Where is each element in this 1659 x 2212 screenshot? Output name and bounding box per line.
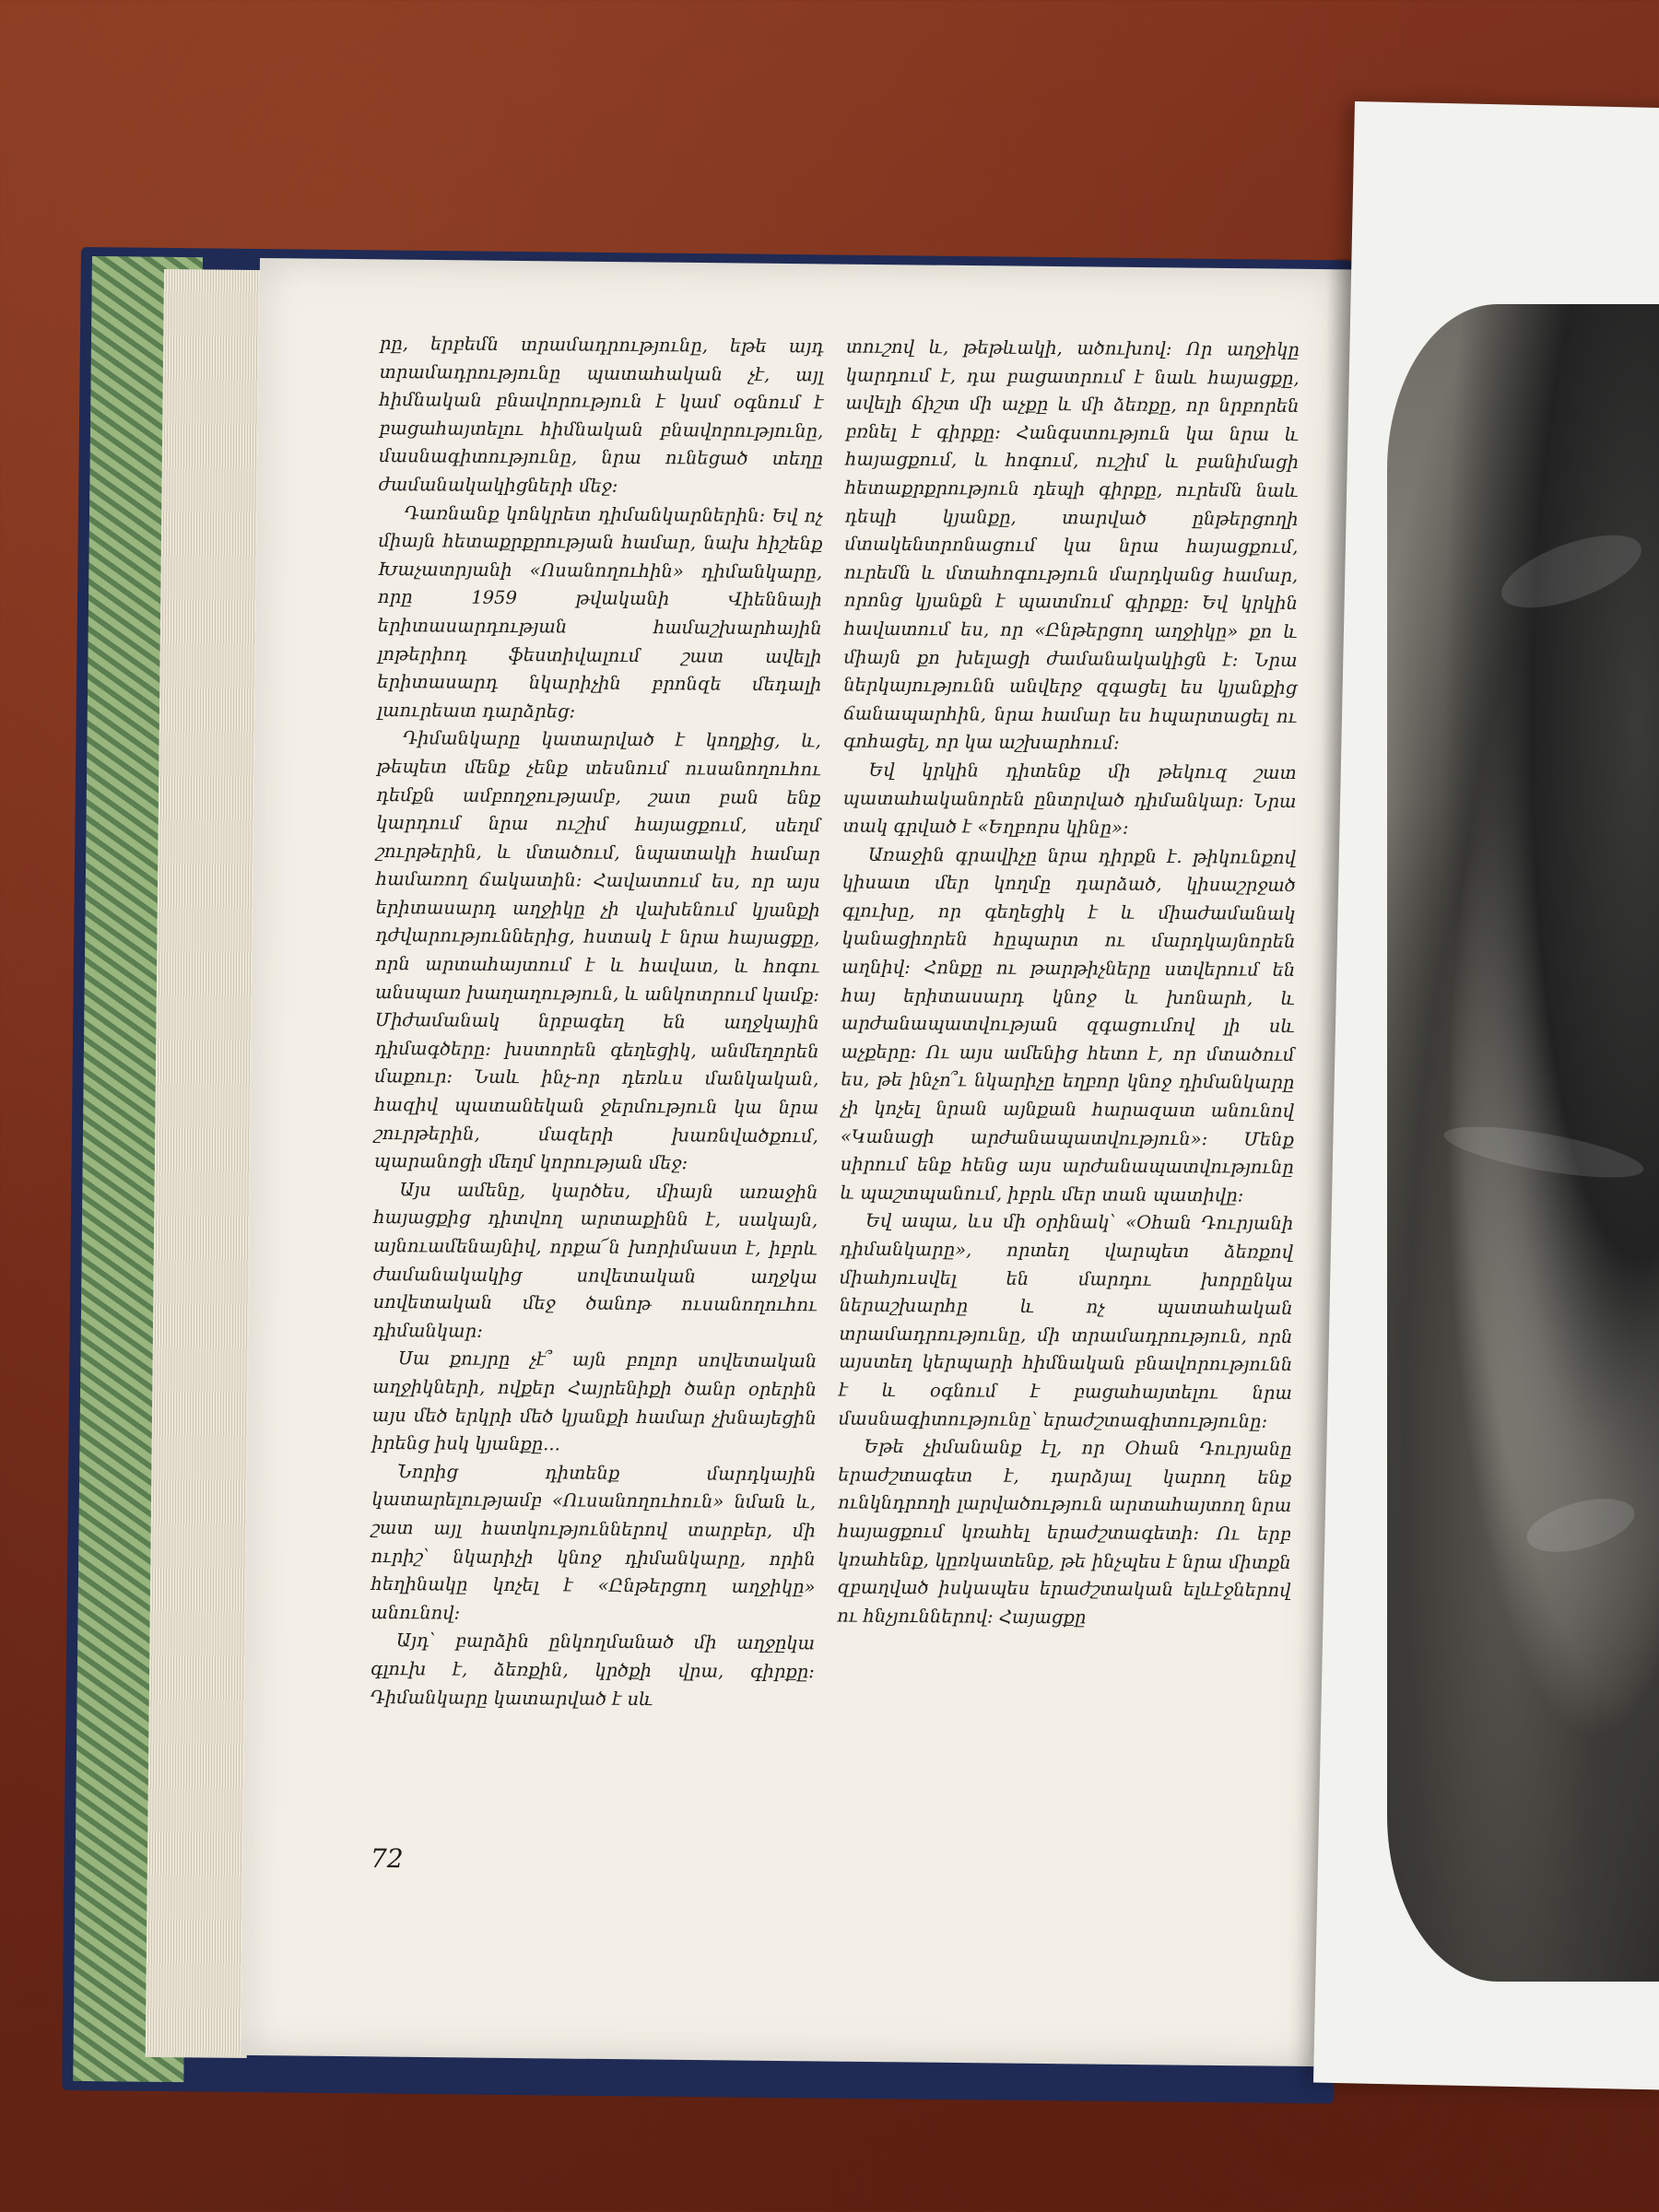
page-number: 72: [370, 1842, 404, 1875]
portrait-photo: [1387, 304, 1659, 1982]
paragraph: Եթե չիմանանք էլ, որ Օհան Դուրյանը երաժշտագետ է, դարձյալ կարող ենք ունկնդրողի լարվածություն արտահայտող նրա հայացքում կռահել երաժշտագետի։ Ու երբ կռահենք, կըռկատենք, թե ինչպես է նրա միտքն զբաղված իսկապես երաժշտական ելևէջներով ու հնչյուններով։ Հայացքը: [837, 1435, 1292, 1629]
paragraph: Այդ՝ բարձին ընկողմանած մի աղջըկա գլուխ է, ձեռքին, կրծքի վրա, գիրքը։ Դիմանկարը կատարված է սև: [370, 1630, 816, 1710]
paragraph: Առաջին գրավիչը նրա դիրքն է. թիկունքով կիսատ մեր կողմը դարձած, կիսաշրջած գլուխը, որ գեղեցիկ է և միաժամանակ կանացիորեն հըպարտ ու մարդկայնորեն աղնիվ։ Հոնքը ու թարթիչները ստվերում են հայ երիտասարդ կնոջ և խոնարհ, և արժանապատվության զգացումով լի սև աչքերը։ Ու այս ամենից հետո է, որ մտածում ես, թե ինչո՞ւ նկարիչը եղբոր կնոջ դիմանկարը չի կոչել նրան այնքան հարազատ անունով «Կանացի արժանապատվություն»։ Մենք սիրում ենք հենց այս արժանապատվությունը և պաշտպանում, իբրև մեր տան պատիվը։: [840, 843, 1297, 1206]
paragraph: Դիմանկարը կատարված է կողքից, և, թեպետ մենք չենք տեսնում ուսանողուհու դեմքն ամբողջությամբ, շատ բան ենք կարդում նրա ուշիմ հայացքում, սեղմ շուրթերին, և մտածում, նպատակի համար համառող ճակատին։ Հավատում ես, որ այս երիտասարդ աղջիկը չի վախենում կյանքի դժվարություններից, հստակ է նրա հայացքը, որն արտահայտում է և հավատ, և հոգու անսպառ խաղաղություն, և անկոտրում կամք։ Միժամանակ նրբագեղ են աղջկային դիմագծերը։ խստորեն գեղեցիկ, անմեղորեն մաքուր։ Նաև ինչ-որ դեռևս մանկական, հազիվ պատանեկան ջերմություն կա նրա շուրթերին, մազերի խառնվածքում, պարանոցի մեղմ կորության մեջ։: [373, 727, 821, 1174]
right-column: [837, 334, 1300, 1634]
paragraph: տուշով և, թեթևակի, ածուխով։ Որ աղջիկը կարդում է, դա բացատրում է նաև հայացքը, ավելի ճիշտ մի աչքը և մի ձեռքը, որ նրբորեն բռնել է գիրքը։ Հանգստություն կա նրա և հայացքում, և հոգում, ուշիմ և բանիմացի հետաքրքրություն դեպի գիրքը, ուրեմն նաև դեպի կյանքը, տարված ընթերցողի մտակենտրոնացում կա նրա հայացքում, ուրեմն և մտահոգություն մարդկանց համար, որոնց կյանքն է պատմում գիրքը։ Եվ կրկին հավատում ես, որ «Ընթերցող աղջիկը» քո և միայն քո խելացի ժամանակակիցն է։ Նրա ներկայությունն անվերջ զգացել ես կյանքից ճանապարհին, նրա համար ես հպարտացել ու գոհացել, որ կա աշխարհում։: [842, 335, 1300, 754]
paragraph: Դառնանք կոնկրետ դիմանկարներին։ Եվ ոչ միայն հետաքրքրության համար, նախ հիշենք Խաչատրյանի «Ոսանողուհին» դիմանկարը, որը 1959 թվականի Վիեննայի երիտասարդության համաշխարհային լոթերիոդ ֆեստիվալում շատ ավելի երիտասարդ նկարիչին բրոնզե մեդալի լաուրեատ դարձրեց։: [377, 501, 823, 723]
paragraph: Եվ կրկին դիտենք մի թեկուզ շատ պատահականորեն ընտրված դիմանկար։ Նրա տակ գրված է «Եղբորս կինը»։: [842, 759, 1297, 839]
paragraph: Եվ ապա, ևս մի օրինակ՝ «Օհան Դուրյանի դիմանկարը», որտեղ վարպետ ձեռքով միահյուսվել են մարդու խորընկա ներաշխարհը և ոչ պատահական տրամադրությունը, մի տրամադրություն, որն այստեղ կերպարի հիմնական բնավորությունն է և օգնում է բացահայտելու նրա մասնագիտությունը՝ երաժշտագիտությունը։: [838, 1210, 1294, 1432]
paragraph: րը, երբեմն տրամադրությունը, եթե այդ տրամադրությունը պատահական չէ, այլ հիմնական բնավորություն է կամ օգնում է բացահայտելու հիմնական բնավորությունը, մասնագիտությունը, նրա ունեցած տեղը ժամանակակիցների մեջ։: [378, 332, 824, 497]
paragraph: Սա քույրը չէ՞ այն բոլոր սովետական աղջիկների, ովքեր Հայրենիքի ծանր օրերին այս մեծ երկրի մեծ կյանքի համար չխնայեցին իրենց իսկ կյանքը...: [371, 1347, 818, 1455]
paragraph: Նորից դիտենք մարդկային կատարելությամբ «Ուսանողուհուն» նման և, շատ այլ հատկություններով տարբեր, մի ուրիշ՝ նկարիչի կնոջ դիմանկարը, որին հեղինակը կոչել է «Ընթերցող աղջիկը» անունով։: [371, 1460, 817, 1624]
paragraph: Այս ամենը, կարծես, միայն առաջին հայացքից դիտվող արտաքինն է, սակայն, այնուամենայնիվ, որքա՜ն խորիմաստ է, իբրև ժամանակակից սովետական աղջկա սովետական մեջ ծանոթ ուսանողուհու դիմանկար։: [372, 1178, 818, 1342]
left-column: [371, 330, 824, 1714]
text-columns: [369, 330, 1329, 1903]
